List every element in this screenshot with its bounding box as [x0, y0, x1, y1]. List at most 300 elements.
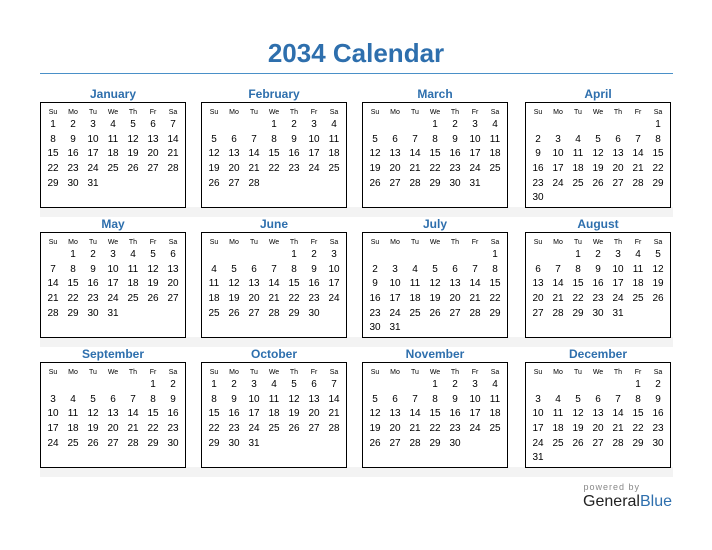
weekday-label: Su: [370, 368, 380, 376]
day-cell: 17: [532, 423, 544, 435]
week-row: [43, 147, 183, 162]
day-cell: 27: [248, 307, 260, 319]
weekday-label: Su: [533, 368, 543, 376]
day-cell: [284, 451, 304, 466]
day-cell: 19: [652, 278, 664, 290]
day-cell: [324, 321, 344, 336]
day-cell: 19: [429, 293, 441, 305]
weekday-label: Sa: [490, 238, 500, 246]
day-cell: [405, 451, 425, 466]
day-cell: 5: [432, 263, 438, 275]
month-table-frame: [525, 102, 671, 208]
day-cell: [123, 176, 143, 191]
day-cell: 26: [592, 177, 604, 189]
day-cell: [425, 248, 445, 263]
day-cell: 17: [328, 278, 340, 290]
day-cell: 25: [489, 163, 501, 175]
day-cell: [528, 118, 548, 133]
day-cell: 31: [248, 437, 260, 449]
day-cell: 22: [652, 163, 664, 175]
day-cell: [465, 451, 485, 466]
day-cell: 21: [268, 293, 280, 305]
day-cell: 15: [489, 278, 501, 290]
weekday-label: Fr: [310, 238, 318, 246]
day-cell: 8: [575, 263, 581, 275]
day-cell: [103, 191, 123, 206]
month-january: [40, 86, 186, 208]
day-cell: 8: [635, 393, 641, 405]
month-name: February: [248, 87, 300, 101]
week-row: [43, 407, 183, 422]
weekday-header-row: [365, 236, 505, 248]
day-cell: 19: [127, 148, 139, 160]
weekday-label: Tu: [411, 238, 419, 246]
day-cell: 30: [167, 437, 179, 449]
day-cell: 27: [308, 423, 320, 435]
day-cell: 3: [535, 393, 541, 405]
day-cell: 9: [595, 263, 601, 275]
day-cell: 1: [432, 119, 438, 131]
week-row: [365, 176, 505, 191]
day-cell: [548, 378, 568, 393]
day-cell: 8: [70, 263, 76, 275]
day-cell: 22: [268, 163, 280, 175]
month-name: November: [405, 347, 465, 361]
day-cell: 10: [469, 393, 481, 405]
weekday-label: Tu: [574, 368, 582, 376]
day-cell: [365, 451, 385, 466]
day-cell: [548, 451, 568, 466]
day-cell: 9: [372, 278, 378, 290]
day-cell: [123, 378, 143, 393]
day-cell: 13: [308, 393, 320, 405]
day-cell: [103, 378, 123, 393]
day-cell: 19: [369, 163, 381, 175]
day-cell: 28: [552, 307, 564, 319]
day-cell: 3: [472, 379, 478, 391]
day-cell: 26: [228, 307, 240, 319]
day-cell: [304, 321, 324, 336]
weekday-label: Su: [370, 108, 380, 116]
day-cell: 9: [452, 393, 458, 405]
day-cell: [425, 321, 445, 336]
month-name: September: [81, 347, 145, 361]
day-cell: [324, 191, 344, 206]
month-table-frame: [40, 232, 186, 338]
weekday-label: Su: [209, 108, 219, 116]
day-cell: 23: [532, 177, 544, 189]
week-row: [43, 306, 183, 321]
weekday-label: Th: [613, 108, 623, 116]
weekday-label: Tu: [574, 108, 582, 116]
day-cell: [628, 306, 648, 321]
day-cell: 23: [167, 423, 179, 435]
day-cell: 15: [572, 278, 584, 290]
day-cell: 19: [228, 293, 240, 305]
weekday-label: Mo: [390, 368, 400, 376]
month-table-frame: [40, 362, 186, 468]
week-row: [365, 422, 505, 437]
month-name: May: [101, 217, 125, 231]
week-row: [204, 248, 344, 263]
day-cell: [445, 451, 465, 466]
weekday-label: Th: [613, 368, 623, 376]
brand-blue-text: Blue: [639, 493, 672, 510]
day-cell: [385, 378, 405, 393]
day-cell: 20: [248, 293, 260, 305]
brand-logo: [583, 482, 672, 511]
day-cell: [445, 248, 465, 263]
day-cell: 17: [552, 163, 564, 175]
week-row: [204, 436, 344, 451]
weekday-header-row: [43, 106, 183, 118]
day-cell: 2: [655, 379, 661, 391]
weekday-label: Sa: [168, 368, 178, 376]
day-cell: [588, 451, 608, 466]
week-row: [43, 133, 183, 148]
day-cell: [548, 248, 568, 263]
weekday-header-row: [43, 236, 183, 248]
week-row: [43, 176, 183, 191]
day-cell: 21: [632, 163, 644, 175]
day-cell: 11: [268, 393, 280, 405]
day-cell: 21: [328, 408, 340, 420]
day-cell: 18: [268, 408, 280, 420]
month-name: June: [259, 217, 288, 231]
day-cell: [143, 176, 163, 191]
day-cell: 8: [211, 393, 217, 405]
day-cell: [103, 321, 123, 336]
day-cell: 24: [469, 423, 481, 435]
day-cell: 10: [107, 263, 119, 275]
weekday-label: Mo: [68, 108, 78, 116]
day-cell: 21: [167, 148, 179, 160]
week-row: [204, 263, 344, 278]
day-cell: 15: [652, 148, 664, 160]
week-row: [204, 277, 344, 292]
day-cell: [588, 378, 608, 393]
day-cell: 26: [127, 163, 139, 175]
day-cell: 28: [409, 437, 421, 449]
day-cell: 30: [228, 437, 240, 449]
day-cell: [485, 176, 505, 191]
day-cell: 12: [288, 393, 300, 405]
day-cell: [204, 451, 224, 466]
day-cell: 25: [489, 423, 501, 435]
day-cell: 18: [127, 278, 139, 290]
day-cell: 13: [612, 148, 624, 160]
week-row: [43, 378, 183, 393]
day-cell: 6: [251, 263, 257, 275]
day-cell: 17: [469, 148, 481, 160]
month-august: [525, 216, 671, 338]
row-separator-band: [40, 467, 673, 477]
day-cell: [568, 321, 588, 336]
day-cell: 26: [369, 177, 381, 189]
weekday-label: Th: [289, 238, 299, 246]
day-cell: 4: [575, 133, 581, 145]
day-cell: 21: [127, 423, 139, 435]
day-cell: 15: [268, 148, 280, 160]
day-cell: 5: [90, 393, 96, 405]
weekday-label: We: [268, 238, 280, 246]
day-cell: [385, 118, 405, 133]
day-cell: [648, 191, 668, 206]
day-cell: [204, 321, 224, 336]
day-cell: 11: [328, 133, 340, 145]
day-cell: 14: [552, 278, 564, 290]
day-cell: [224, 191, 244, 206]
week-row: [204, 321, 344, 336]
day-cell: 25: [328, 163, 340, 175]
day-cell: 6: [170, 249, 176, 261]
day-cell: 8: [271, 133, 277, 145]
day-cell: 16: [87, 278, 99, 290]
weekday-label: Sa: [329, 368, 339, 376]
weekday-header-row: [43, 366, 183, 378]
day-cell: 3: [555, 133, 561, 145]
day-cell: 15: [632, 408, 644, 420]
day-cell: 20: [449, 293, 461, 305]
week-row: [365, 292, 505, 307]
day-cell: 13: [389, 408, 401, 420]
day-cell: [264, 176, 284, 191]
day-cell: 12: [127, 133, 139, 145]
week-row: [204, 162, 344, 177]
day-cell: 7: [331, 379, 337, 391]
day-cell: 24: [612, 293, 624, 305]
day-cell: 17: [47, 423, 59, 435]
day-cell: 22: [572, 293, 584, 305]
day-cell: 25: [208, 307, 220, 319]
day-cell: [568, 378, 588, 393]
day-cell: 24: [87, 163, 99, 175]
title-divider: [40, 73, 673, 74]
month-october: [201, 346, 347, 468]
month-name: October: [250, 347, 297, 361]
month-may: [40, 216, 186, 338]
weekday-label: Fr: [149, 368, 157, 376]
day-cell: [648, 451, 668, 466]
week-row: [365, 133, 505, 148]
day-cell: 28: [167, 163, 179, 175]
weekday-label: Mo: [553, 108, 563, 116]
day-cell: 14: [469, 278, 481, 290]
week-row: [528, 451, 668, 466]
day-cell: [548, 321, 568, 336]
day-cell: 23: [87, 293, 99, 305]
day-cell: 5: [211, 133, 217, 145]
week-row: [528, 407, 668, 422]
month-table-frame: [362, 102, 508, 208]
weekday-label: We: [107, 108, 119, 116]
day-cell: 3: [251, 379, 257, 391]
day-cell: [284, 176, 304, 191]
day-cell: 24: [532, 437, 544, 449]
week-row: [528, 422, 668, 437]
week-row: [528, 378, 668, 393]
day-cell: [143, 306, 163, 321]
day-cell: [123, 321, 143, 336]
weekday-label: Sa: [653, 238, 663, 246]
weekday-label: Th: [289, 368, 299, 376]
day-cell: 12: [369, 148, 381, 160]
day-cell: 17: [87, 148, 99, 160]
day-cell: 21: [612, 423, 624, 435]
day-cell: [63, 321, 83, 336]
day-cell: 21: [552, 293, 564, 305]
weekday-label: Th: [450, 108, 460, 116]
day-cell: 24: [552, 177, 564, 189]
day-cell: [204, 248, 224, 263]
day-cell: 12: [87, 408, 99, 420]
page-title: 2034 Calendar: [267, 38, 445, 68]
weekday-label: We: [268, 368, 280, 376]
day-cell: [465, 436, 485, 451]
day-cell: 19: [87, 423, 99, 435]
day-cell: 17: [308, 148, 320, 160]
day-cell: 26: [87, 437, 99, 449]
day-cell: [143, 451, 163, 466]
day-cell: 10: [308, 133, 320, 145]
week-row: [528, 436, 668, 451]
day-cell: 26: [288, 423, 300, 435]
day-cell: [103, 451, 123, 466]
day-cell: 5: [575, 393, 581, 405]
day-cell: [304, 436, 324, 451]
day-cell: 18: [489, 408, 501, 420]
day-cell: [608, 378, 628, 393]
weekday-label: Sa: [490, 368, 500, 376]
day-cell: 4: [555, 393, 561, 405]
day-cell: 10: [469, 133, 481, 145]
week-row: [204, 306, 344, 321]
day-cell: [608, 451, 628, 466]
day-cell: 27: [612, 177, 624, 189]
weekday-label: We: [268, 108, 280, 116]
day-cell: [143, 321, 163, 336]
day-cell: 7: [555, 263, 561, 275]
month-table-frame: [201, 232, 347, 338]
month-table: [365, 106, 505, 206]
day-cell: 11: [67, 408, 79, 420]
day-cell: 5: [372, 133, 378, 145]
weekday-label: Sa: [168, 108, 178, 116]
weekday-header-row: [204, 236, 344, 248]
day-cell: 6: [595, 393, 601, 405]
day-cell: [405, 378, 425, 393]
day-cell: 20: [147, 148, 159, 160]
day-cell: [405, 118, 425, 133]
weekday-header-row: [528, 366, 668, 378]
day-cell: 5: [231, 263, 237, 275]
weekday-label: Th: [128, 368, 138, 376]
day-cell: 1: [432, 379, 438, 391]
day-cell: 17: [248, 408, 260, 420]
week-row: [204, 378, 344, 393]
day-cell: [485, 451, 505, 466]
weekday-label: Su: [209, 368, 219, 376]
day-cell: 22: [288, 293, 300, 305]
weekday-header-row: [204, 366, 344, 378]
day-cell: [224, 321, 244, 336]
day-cell: 22: [47, 163, 59, 175]
day-cell: 9: [535, 148, 541, 160]
week-row: [204, 191, 344, 206]
day-cell: 3: [90, 119, 96, 131]
day-cell: 7: [615, 393, 621, 405]
day-cell: 3: [615, 249, 621, 261]
day-cell: [83, 321, 103, 336]
day-cell: 9: [655, 393, 661, 405]
day-cell: 28: [268, 307, 280, 319]
day-cell: [568, 118, 588, 133]
weekday-label: Su: [533, 238, 543, 246]
day-cell: 8: [432, 393, 438, 405]
month-name: August: [577, 217, 619, 231]
day-cell: 10: [87, 133, 99, 145]
weekday-label: We: [592, 108, 604, 116]
day-cell: [304, 176, 324, 191]
weekday-label: Sa: [653, 108, 663, 116]
day-cell: 11: [409, 278, 421, 290]
week-row: [43, 118, 183, 133]
day-cell: [163, 191, 183, 206]
day-cell: 29: [47, 177, 59, 189]
weekday-label: Th: [613, 238, 623, 246]
day-cell: [648, 321, 668, 336]
month-february: [201, 86, 347, 208]
day-cell: [588, 191, 608, 206]
day-cell: [63, 191, 83, 206]
day-cell: [405, 321, 425, 336]
week-row: [204, 292, 344, 307]
day-cell: 14: [612, 408, 624, 420]
day-cell: 18: [552, 423, 564, 435]
weekday-label: We: [107, 238, 119, 246]
day-cell: 29: [208, 437, 220, 449]
day-cell: 2: [452, 119, 458, 131]
day-cell: 13: [167, 263, 179, 275]
day-cell: 6: [231, 133, 237, 145]
day-cell: 3: [110, 249, 116, 261]
month-name: July: [422, 217, 447, 231]
day-cell: 25: [572, 177, 584, 189]
weekday-label: Fr: [634, 368, 642, 376]
day-cell: [304, 191, 324, 206]
day-cell: 12: [572, 408, 584, 420]
day-cell: 1: [291, 249, 297, 261]
day-cell: 31: [87, 177, 99, 189]
month-june: [201, 216, 347, 338]
day-cell: 18: [489, 148, 501, 160]
weekday-label: Tu: [250, 238, 258, 246]
day-cell: [608, 321, 628, 336]
day-cell: [43, 378, 63, 393]
day-cell: 15: [429, 148, 441, 160]
day-cell: 19: [208, 163, 220, 175]
weekday-label: Mo: [229, 368, 239, 376]
day-cell: 1: [575, 249, 581, 261]
day-cell: 16: [532, 163, 544, 175]
week-row: [365, 147, 505, 162]
day-cell: 11: [489, 133, 501, 145]
day-cell: 31: [469, 177, 481, 189]
day-cell: 7: [50, 263, 56, 275]
week-row: [365, 248, 505, 263]
weekday-label: Mo: [390, 108, 400, 116]
day-cell: 12: [147, 263, 159, 275]
